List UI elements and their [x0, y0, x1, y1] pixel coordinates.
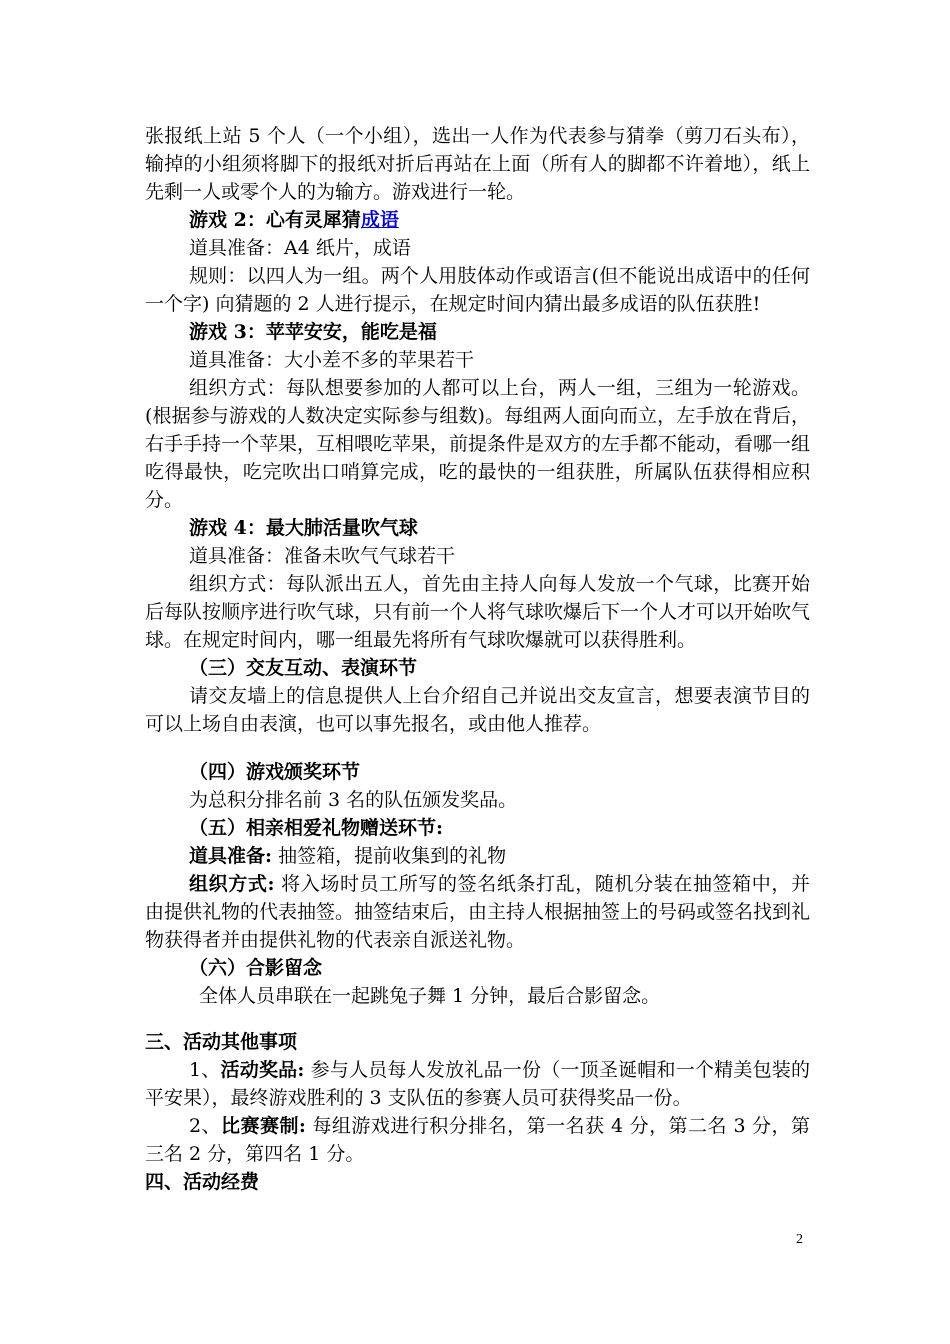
page-number: 2: [796, 1232, 803, 1247]
section5-org-text: 将入场时员工所写的签名纸条打乱，随机分装在抽签箱中，并由提供礼物的代表抽签。抽签结束后，由主持人根据抽签上的号码或签名找到礼物获得者并由提供礼物的代表亲自派送礼物。: [145, 873, 811, 951]
item1-number: 1、: [189, 1059, 221, 1081]
spacer: [145, 738, 810, 758]
spacer: [145, 1010, 810, 1028]
section6-body: 全体人员串联在一起跳兔子舞 1 分钟，最后合影留念。: [199, 985, 661, 1007]
part4-title: 四、活动经费: [145, 1171, 260, 1193]
game3-props: 道具准备：大小差不多的苹果若干: [189, 349, 475, 371]
section5-org-label: 组织方式:: [189, 873, 275, 895]
game4-org: 组织方式：每队派出五人，首先由主持人向每人发放一个气球，比赛开始后每队按顺序进行吹气球，只有前一个人将气球吹爆后下一个人才可以开始吹气球。在规定时间内，哪一组最先将所有气球吹爆就可以获得胜利。: [145, 573, 811, 651]
section5-props-label: 道具准备:: [189, 845, 273, 867]
game2-title-text: 游戏 2：心有灵犀猜: [189, 209, 361, 231]
game3-org: 组织方式：每队想要参加的人都可以上台，两人一组，三组为一轮游戏。(根据参与游戏的人数决定实际参与组数)。每组两人面向而立，左手放在背后，右手手持一个苹果，互相喂吃苹果，前提条件是双方的左手都不能动，看哪一组吃得最快，吃完吹出口哨算完成，吃的最快的一组获胜，所属队伍获得相应积分。: [145, 377, 811, 511]
section5-props: [145, 842, 810, 870]
section5-title: （五）相亲相爱礼物赠送环节:: [189, 817, 444, 839]
section4-title: （四）游戏颁奖环节: [189, 761, 361, 783]
section3-body: 请交友墙上的信息提供人上台介绍自己并说出交友宣言，想要表演节目的可以上场自由表演，也可以事先报名，或由他人推荐。: [145, 685, 810, 735]
game3-title: 游戏 3：苹苹安安，能吃是福: [189, 321, 437, 343]
idiom-link[interactable]: 成语: [360, 209, 399, 231]
section6-title: （六）合影留念: [189, 957, 323, 979]
item2-label: 比赛赛制:: [221, 1115, 306, 1137]
section5-props-text: 抽签箱，提前收集到的礼物: [278, 845, 507, 867]
section4-body: 为总积分排名前 3 名的队伍颁发奖品。: [189, 789, 518, 811]
game2-title: [145, 206, 810, 234]
item2-text: 每组游戏进行积分排名，第一名获 4 分，第二名 3 分，第三名 2 分，第四名 1 分。: [145, 1115, 811, 1165]
page-content: [145, 122, 810, 1196]
part3-item2: [145, 1112, 810, 1168]
section3-title: （三）交友互动、表演环节: [189, 657, 418, 679]
game4-title: 游戏 4：最大肺活量吹气球: [189, 517, 418, 539]
game4-props: 道具准备：准备未吹气气球若干: [189, 545, 456, 567]
section5-org: [145, 870, 810, 954]
item1-label: 活动奖品:: [220, 1059, 305, 1081]
part3-item1: [145, 1056, 810, 1112]
part3-title: 三、活动其他事项: [145, 1031, 298, 1053]
paragraph-continued: 张报纸上站 5 个人（一个小组），选出一人作为代表参与猜拳（剪刀石头布），输掉的小组须将脚下的报纸对折后再站在上面（所有人的脚都不许着地），纸上先剩一人或零个人的为输方。游戏进行一轮。: [145, 125, 810, 203]
game2-props: 道具准备：A4 纸片，成语: [189, 237, 411, 259]
item2-number: 2、: [189, 1115, 222, 1137]
item1-text: 参与人员每人发放礼品一份（一顶圣诞帽和一个精美包装的平安果），最终游戏胜利的 3 支队伍的参赛人员可获得奖品一份。: [145, 1059, 810, 1109]
game2-rules: 规则：以四人为一组。两个人用肢体动作或语言(但不能说出成语中的任何一个字) 向猜题的 2 人进行提示，在规定时间内猜出最多成语的队伍获胜!: [145, 265, 810, 315]
